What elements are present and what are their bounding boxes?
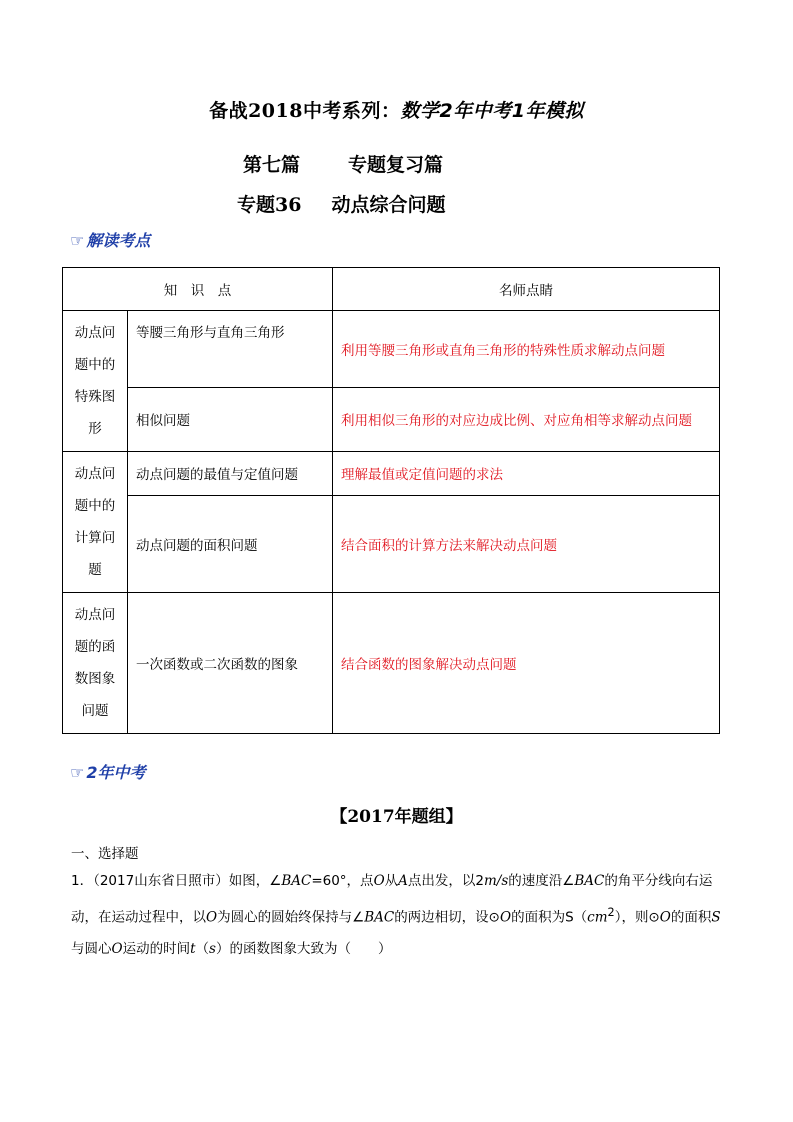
text-run: 的面积为S（ [511,909,588,926]
topic-number: 专题36 [237,194,302,216]
category-cell [63,593,128,734]
math-var: t [190,940,196,957]
topic-name: 动点综合问题 [331,194,446,216]
table-row [63,593,720,734]
text-run: 运动的时间 [122,940,191,957]
text-run: 点出发，以2 [407,873,484,889]
text-run: 的两边相切，设⊙ [394,909,500,926]
title-plain: 备战2018中考系列： [209,100,401,122]
header-tips: 名师点睛 [333,268,720,311]
category-line: 动点问 [74,607,116,623]
text-run: 为圆心的圆始终保持与∠ [217,909,365,926]
knowledge-cell: 一次函数或二次函数的图象 [128,593,333,734]
text-run: 如图，∠ [228,873,282,889]
table-row [63,311,720,388]
title-styled: 数学2年中考1年模拟 [400,100,584,122]
text-run: 从 [384,873,399,889]
category-line: 题中的 [74,357,116,373]
tip-cell: 结合函数的图象解决动点问题 [333,593,720,734]
tip-cell: 利用相似三角形的对应边成比例、对应角相等求解动点问题 [333,387,720,451]
category-line: 题的函 [74,639,116,655]
math-var: S [711,909,721,926]
math-unit: m/s [483,873,509,889]
category-line: 计算问 [74,530,116,546]
table-row [63,495,720,592]
knowledge-cell: 等腰三角形与直角三角形 [128,311,333,388]
part-name: 专题复习篇 [348,154,444,176]
document-title [0,96,793,123]
math-var: O [111,940,123,957]
text-run: 与圆心 [71,940,112,957]
math-var: BAC [364,909,395,926]
question-number: 1． [71,873,94,889]
tip-cell: 利用等腰三角形或直角三角形的特殊性质求解动点问题 [333,311,720,388]
tip-cell: 理解最值或定值问题的求法 [333,452,720,496]
math-var: BAC [281,873,312,889]
math-var: BAC [574,873,605,889]
pointing-hand-icon: ☞ [70,231,85,250]
math-unit: s [209,940,216,957]
text-run: （ [195,940,210,957]
category-line: 特殊图 [74,389,116,405]
category-line: 动点问 [74,466,116,482]
knowledge-table [62,267,720,734]
math-var: O [206,909,218,926]
category-line: 题 [88,562,102,578]
section-label: 2年中考 [86,763,146,782]
math-unit: cm [587,909,608,926]
tip-cell: 结合面积的计算方法来解决动点问题 [333,495,720,592]
math-var: A [398,873,408,889]
group-title: 【2017年题组】 [330,807,463,827]
text-run: 的速度沿∠ [508,873,575,889]
text-run: ）的函数图象大致为（ ） [215,940,392,957]
math-var: O [373,873,385,889]
table-row [63,387,720,451]
table-header-row [63,268,720,311]
section-label: 解读考点 [86,231,151,250]
knowledge-cell: 动点问题的面积问题 [128,495,333,592]
part-number: 第七篇 [243,154,301,176]
question-1 [71,866,731,965]
part-heading [243,150,443,177]
text-run: =60°，点 [311,873,374,889]
math-var: O [659,909,671,926]
math-exponent: 2 [607,906,615,919]
category-line: 问题 [81,703,109,719]
category-cell [63,452,128,593]
text-run: 的面积 [670,909,712,926]
knowledge-cell: 相似问题 [128,387,333,451]
question-source: （2017山东省日照市） [93,873,229,889]
math-var: O [500,909,512,926]
category-line: 题中的 [74,498,116,514]
topic-heading [237,190,445,217]
section-two-years [70,760,145,783]
table-row [63,452,720,496]
category-cell [63,311,128,452]
pointing-hand-icon: ☞ [70,763,85,782]
question-type: 一、选择题 [71,846,139,862]
category-line: 数图象 [74,671,116,687]
knowledge-cell: 动点问题的最值与定值问题 [128,452,333,496]
section-read-points [70,228,150,251]
header-knowledge: 知 识 点 [63,268,333,311]
text-run: ），则⊙ [614,909,660,926]
category-line: 动点问 [74,325,116,341]
text-run: 的角平分线向右运动，在运动过程中，以 [71,873,713,926]
category-line: 形 [88,421,102,437]
